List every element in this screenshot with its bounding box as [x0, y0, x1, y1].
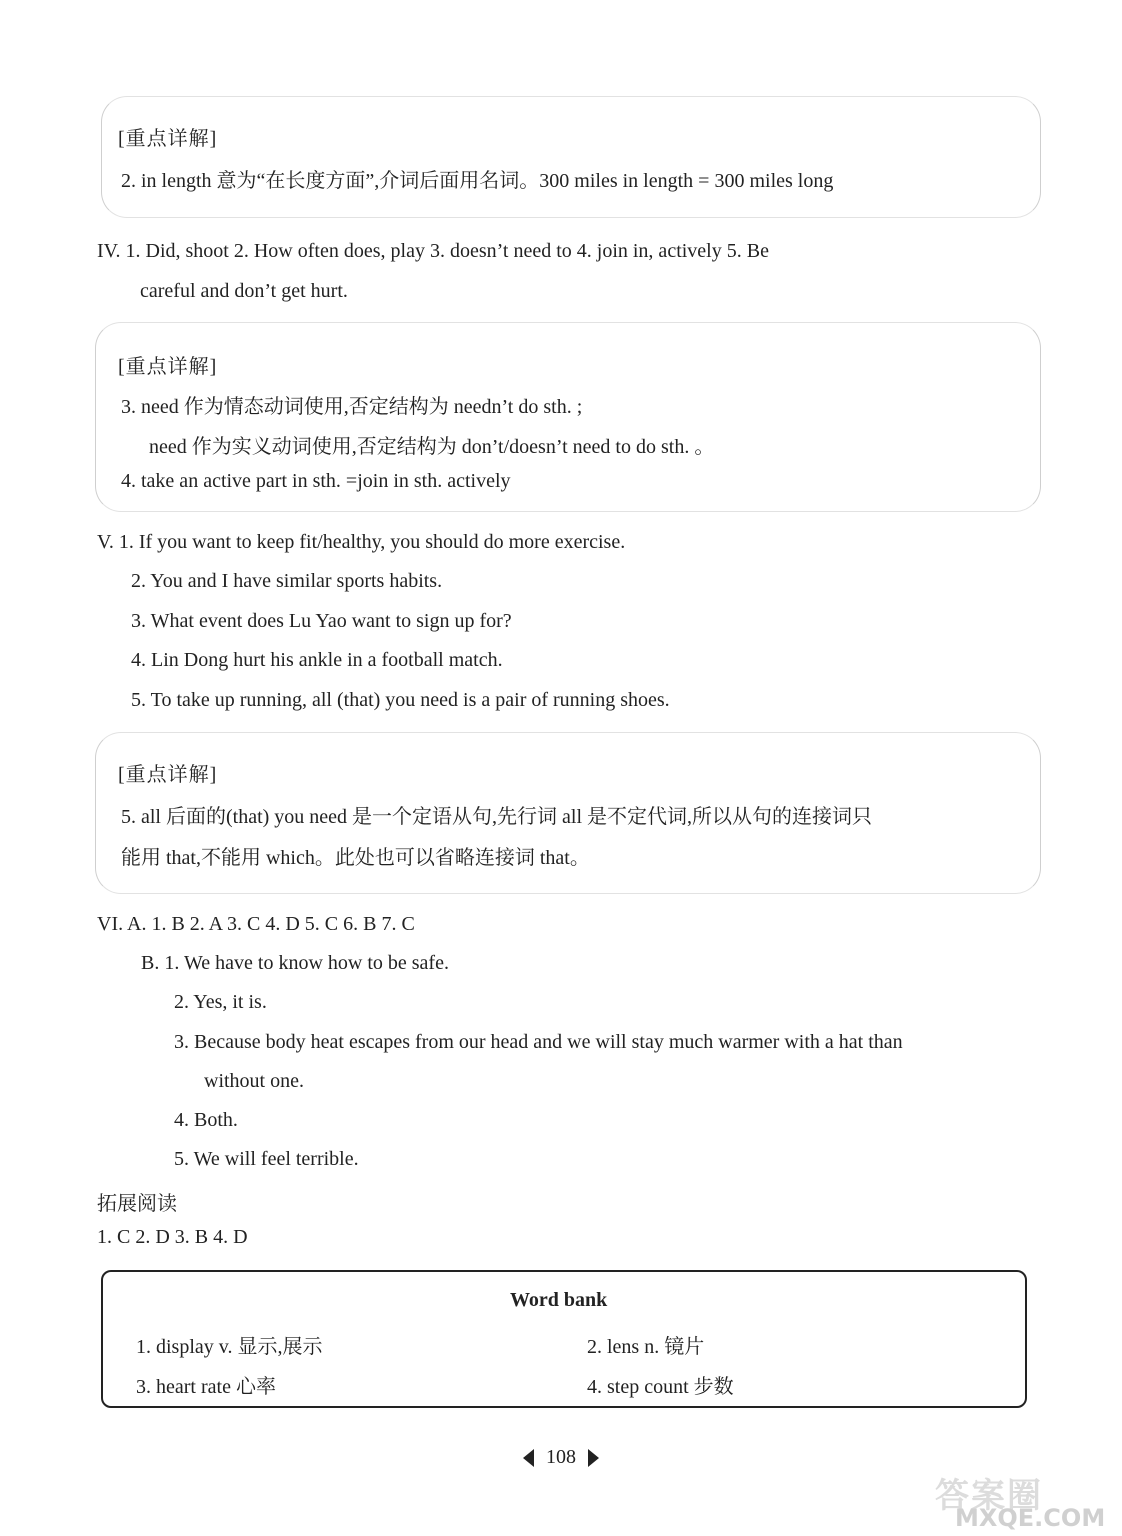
note-heading-2: [重点详解]	[118, 356, 218, 378]
extended-reading-answers: 1. C 2. D 3. B 4. D	[97, 1226, 248, 1248]
note-2-line-1: 3. need 作为情态动词使用,否定结构为 needn’t do sth. ;	[121, 396, 583, 418]
section-6-part-a: VI. A. 1. B 2. A 3. C 4. D 5. C 6. B 7. C	[97, 913, 415, 935]
note-heading-3: [重点详解]	[118, 764, 218, 786]
section-6-b-item-3: 3. Because body heat escapes from our head and we will stay much warmer with a hat than	[174, 1031, 903, 1053]
page-right-triangle-icon	[588, 1449, 599, 1467]
extended-reading-title: 拓展阅读	[97, 1193, 177, 1215]
page-number	[0, 1446, 1122, 1469]
note-3-line-2: 能用 that,不能用 which。此处也可以省略连接词 that。	[121, 847, 590, 869]
note-1-line-1: 2. in length 意为“在长度方面”,介词后面用名词。300 miles in length = 300 miles long	[121, 170, 834, 192]
section-6-b-item-1: B. 1. We have to know how to be safe.	[141, 952, 449, 974]
word-bank-item-4: 4. step count 步数	[587, 1376, 734, 1398]
watermark-url: MXQE.COM	[955, 1504, 1106, 1532]
section-5-item-1: V. 1. If you want to keep fit/healthy, you should do more exercise.	[97, 531, 626, 553]
note-3-line-1: 5. all 后面的(that) you need 是一个定语从句,先行词 all 是不定代词,所以从句的连接词只	[121, 806, 873, 828]
section-6-b-item-3-cont: without one.	[204, 1070, 304, 1092]
word-bank-item-2: 2. lens n. 镜片	[587, 1336, 705, 1358]
section-6-b-item-5: 5. We will feel terrible.	[174, 1148, 359, 1170]
section-5-item-2: 2. You and I have similar sports habits.	[131, 570, 443, 592]
section-5-item-4: 4. Lin Dong hurt his ankle in a football match.	[131, 649, 503, 671]
watermark-logo: 答案圈	[935, 1476, 1043, 1516]
note-2-line-2: need 作为实义动词使用,否定结构为 don’t/doesn’t need to do sth. 。	[149, 436, 715, 458]
word-bank-item-1: 1. display v. 显示,展示	[136, 1336, 323, 1358]
section-5-item-3: 3. What event does Lu Yao want to sign up for?	[131, 610, 512, 632]
section-6-b-item-2: 2. Yes, it is.	[174, 991, 267, 1013]
watermark	[935, 1468, 1115, 1532]
page-left-triangle-icon	[523, 1449, 534, 1467]
section-5-item-5: 5. To take up running, all (that) you need is a pair of running shoes.	[131, 689, 670, 711]
note-2-line-3: 4. take an active part in sth. =join in sth. actively	[121, 470, 511, 492]
section-4-line-2: careful and don’t get hurt.	[140, 280, 348, 302]
page-number-value: 108	[546, 1446, 576, 1468]
word-bank-title: Word bank	[510, 1289, 608, 1311]
note-heading-1: [重点详解]	[118, 128, 218, 150]
note-box-1	[101, 96, 1041, 218]
word-bank-item-3: 3. heart rate 心率	[136, 1376, 276, 1398]
section-4-line-1: IV. 1. Did, shoot 2. How often does, play 3. doesn’t need to 4. join in, actively 5. Be	[97, 240, 769, 262]
section-6-b-item-4: 4. Both.	[174, 1109, 238, 1131]
